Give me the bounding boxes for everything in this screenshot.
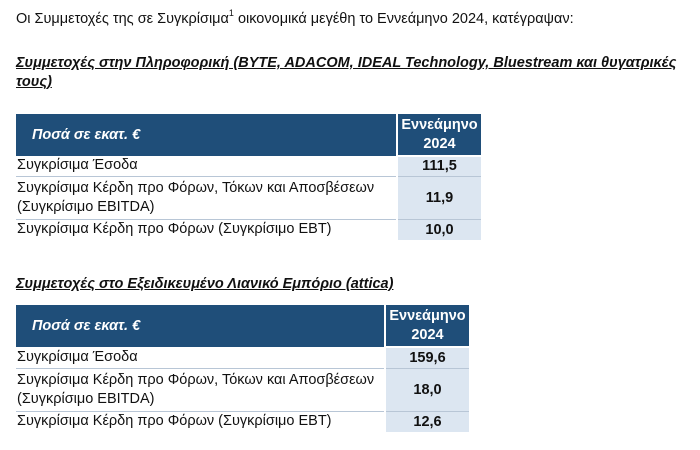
table-header-row [16,305,469,347]
intro-text: Οι Συμμετοχές της σε Συγκρίσιμα [16,11,229,27]
table-row [16,156,481,176]
period-header-line2: 2024 [411,326,444,343]
retail-financials-table [16,305,469,432]
footnote-marker: 1 [228,8,234,18]
row-label-line1: Συγκρίσιμα Κέρδη προ Φόρων, Τόκων και Αποσβέσεων [17,371,375,388]
row-label: Συγκρίσιμα Κέρδη προ Φόρων (Συγκρίσιμο EBT) [16,411,385,432]
table-row [16,176,481,219]
period-header-line1: Εννεάμηνο [389,307,466,324]
row-label [16,368,385,411]
row-label-line1: Συγκρίσιμα Κέρδη προ Φόρων, Τόκων και Αποσβέσεων [17,179,375,196]
row-value: 18,0 [385,368,469,411]
row-label-line2: (Συγκρίσιμο EBITDA) [17,198,155,215]
period-header [397,114,481,156]
row-value: 111,5 [397,156,481,176]
table-row [16,368,469,411]
period-header-line1: Εννεάμηνο [401,116,478,133]
row-label [16,176,397,219]
table-row [16,219,481,240]
table-row [16,347,469,368]
row-value: 11,9 [397,176,481,219]
row-value: 12,6 [385,411,469,432]
amount-unit-header: Ποσά σε εκατ. € [16,114,397,156]
section-title-it: Συμμετοχές στην Πληροφορική (BYTE, ADACOM, IDEAL Technology, Bluestream και θυγατρικές τους) [16,55,677,90]
row-value: 159,6 [385,347,469,368]
amount-unit-header: Ποσά σε εκατ. € [16,305,385,347]
row-label: Συγκρίσιμα Κέρδη προ Φόρων (Συγκρίσιμο EBT) [16,219,397,240]
table-header-row [16,114,481,156]
row-label-line2: (Συγκρίσιμο EBITDA) [17,390,155,407]
row-value: 10,0 [397,219,481,240]
period-header [385,305,469,347]
table-row [16,411,469,432]
intro-text-end: οικονομικά μεγέθη το Εννεάμηνο 2024, κατέγραψαν: [233,11,574,27]
row-label: Συγκρίσιμα Έσοδα [17,348,138,365]
section-title-retail: Συμμετοχές στο Εξειδικευμένο Λιανικό Εμπόριο (attica) [16,276,394,292]
it-financials-table [16,114,481,240]
period-header-line2: 2024 [423,135,456,152]
intro-sentence [16,8,574,27]
row-label: Συγκρίσιμα Έσοδα [17,157,138,174]
